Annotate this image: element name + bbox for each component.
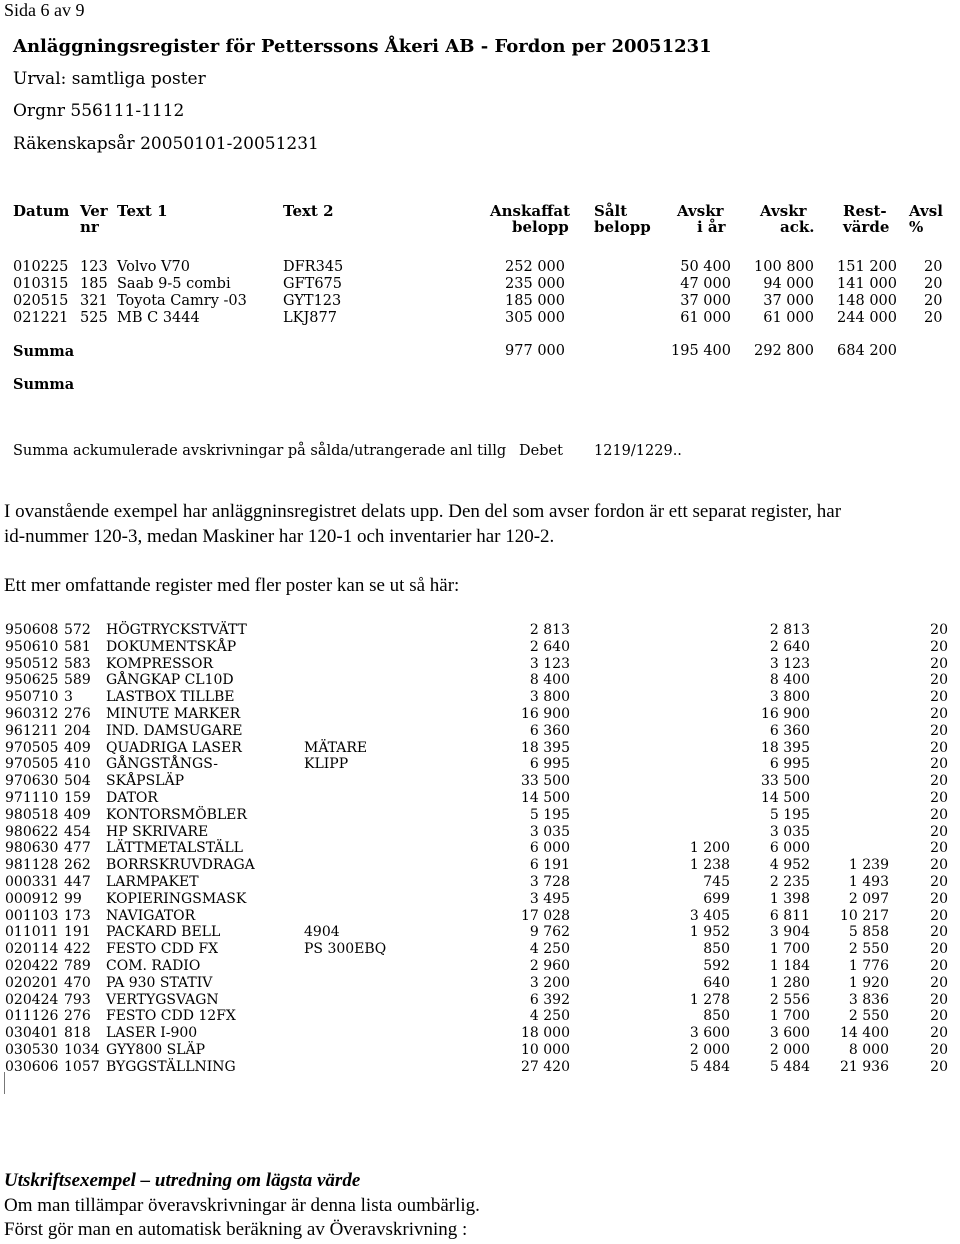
- report2-cell-avsl: 20: [930, 790, 948, 806]
- report1-cell-ver: 123: [80, 259, 108, 275]
- report2-cell-anskaffat: 3 495: [529, 890, 570, 907]
- header-avsl-clip: [909, 202, 943, 237]
- report2-cell-avskr-ar: 1 278: [689, 991, 730, 1008]
- header-salt-belopp: belopp: [594, 218, 651, 236]
- header-ver-nr: nr: [80, 218, 99, 236]
- report2-cell-avsl: 20: [930, 773, 948, 790]
- report2-cell-anskaffat: 17 028: [521, 907, 570, 924]
- report2-cell-text1: LARMPAKET: [106, 874, 199, 890]
- report2-cell-avskr-ack: 2 235: [769, 874, 810, 890]
- report2-cell-avskr-ar: 3 405: [689, 907, 730, 924]
- report2-cell-datum: 950610: [5, 638, 59, 655]
- report1-cell-avskr-ar: 61 000: [680, 310, 731, 326]
- paragraph-1-line-2: id-nummer 120-3, medan Maskiner har 120-1 och inventarier har 120-2.: [4, 526, 555, 547]
- report2-cell-rest: 2 550: [848, 1008, 889, 1025]
- report2-cell-text2: PS 300EBQ: [304, 941, 387, 958]
- report2-cell-text1: GÅNGKAP CL10D: [106, 672, 234, 689]
- report2-cell-avskr-ack: 2 000: [769, 1042, 810, 1058]
- report2-cell-text1: VERTYGSVAGN: [106, 991, 219, 1008]
- report2-cell-anskaffat: 18 000: [521, 1025, 570, 1042]
- report1-meta-orgnr: Orgnr 556111-1112: [13, 101, 185, 121]
- report1-cell-avsl: 20: [924, 276, 943, 292]
- report1-cell-rest: 141 000: [837, 276, 897, 292]
- report2-cell-text1: IND. DAMSUGARE: [106, 722, 243, 739]
- report1-cell-datum: 010225: [13, 259, 69, 275]
- report1-cell-rest: 244 000: [837, 310, 897, 326]
- report2-cell-text2: 4904: [304, 924, 340, 941]
- report2-cell-avskr-ack: 5 195: [769, 806, 810, 823]
- report2-cell-ver: 191: [64, 924, 91, 941]
- report2-cell-avsl: 20: [930, 672, 948, 689]
- report2-cell-avskr-ar: 592: [703, 958, 730, 974]
- report1-cell-rest: 148 000: [837, 293, 897, 309]
- report2-cell-ver: 1034: [64, 1042, 100, 1058]
- report1-summa-avskr-ar: 195 400: [671, 343, 731, 359]
- report2-cell-ver: 3: [64, 689, 73, 706]
- report2-cell-avskr-ack: 2 813: [769, 622, 810, 638]
- report2-cell-avsl: 20: [930, 722, 948, 739]
- header-avskr-ar: Avskr: [677, 202, 724, 220]
- report2-cell-avskr-ack: 2 556: [769, 991, 810, 1008]
- report2-cell-text1: PA 930 STATIV: [106, 974, 213, 991]
- report2-cell-avsl: 20: [930, 689, 948, 706]
- header-datum: Datum: [13, 202, 70, 220]
- report2-cell-text1: KOMPRESSOR: [106, 655, 214, 672]
- report2-cell-avskr-ar: 850: [703, 1008, 730, 1025]
- report2-cell-rest: 1 493: [848, 874, 889, 890]
- report2-cell-anskaffat: 10 000: [521, 1042, 570, 1058]
- report1-cell-text1: MB C 3444: [117, 310, 200, 326]
- report1-cell-avsl: 20: [924, 310, 943, 326]
- report2-cell-anskaffat: 3 728: [529, 874, 570, 890]
- report2-cell-avsl: 20: [930, 706, 948, 722]
- report2-cell-avsl: 20: [930, 924, 948, 941]
- report2-cell-avsl: 20: [930, 840, 948, 857]
- report1-summa-label: Summa: [13, 343, 75, 360]
- report1-cell-text2: GYT123: [283, 293, 342, 309]
- header-text2: Text 2: [283, 202, 334, 220]
- report2-cell-rest: 21 936: [840, 1058, 889, 1075]
- report1-cell-avsl: 20: [924, 293, 943, 309]
- report2-cell-ver: 477: [64, 840, 91, 857]
- report2-cell-avsl: 20: [930, 958, 948, 974]
- report2-cell-avskr-ar: 1 952: [689, 924, 730, 941]
- report2-cell-avsl: 20: [930, 1042, 948, 1058]
- report2-cell-text1: LÄTTMETALSTÄLL: [106, 840, 243, 857]
- report2-cell-datum: 020424: [5, 991, 59, 1008]
- report2-cell-avskr-ar: 5 484: [689, 1058, 730, 1075]
- header-anskaffat: Anskaffat: [490, 202, 571, 220]
- report2-cell-datum: 001103: [5, 907, 59, 924]
- report2-cell-avsl: 20: [930, 1025, 948, 1042]
- report1-cell-text2: GFT675: [283, 276, 342, 292]
- report2-cell-avsl: 20: [930, 907, 948, 924]
- report2-cell-avskr-ack: 6 995: [769, 756, 810, 773]
- report2-cell-anskaffat: 3 800: [529, 689, 570, 706]
- report2-cell-ver: 409: [64, 806, 91, 823]
- report2-cell-anskaffat: 33 500: [521, 773, 570, 790]
- report2-cell-avskr-ack: 6 360: [769, 722, 810, 739]
- report2-cell-ver: 173: [64, 907, 91, 924]
- report1-cell-avsl: 20: [924, 259, 943, 275]
- report2-cell-avskr-ack: 3 123: [769, 655, 810, 672]
- report1-cell-datum: 010315: [13, 276, 69, 292]
- report2-cell-anskaffat: 3 035: [529, 823, 570, 840]
- report2-cell-avsl: 20: [930, 655, 948, 672]
- report2-cell-ver: 99: [64, 890, 82, 907]
- header-avsl: Avsl: [909, 202, 943, 220]
- report2-cell-avskr-ack: 3 904: [769, 924, 810, 941]
- header-rest-varde: värde: [843, 218, 890, 236]
- report2-cell-text1: HÖGTRYCKSTVÄTT: [106, 622, 247, 638]
- report2-cell-avskr-ack: 6 811: [769, 907, 810, 924]
- report2-cell-avskr-ack: 3 035: [769, 823, 810, 840]
- report2-cell-datum: 950608: [5, 622, 59, 638]
- report1-cell-avskr-ar: 47 000: [680, 276, 731, 292]
- report2-cell-ver: 583: [64, 655, 91, 672]
- report2-cell-anskaffat: 9 762: [529, 924, 570, 941]
- report2-cell-avskr-ar: 2 000: [689, 1042, 730, 1058]
- report2-cell-text1: BYGGSTÄLLNING: [106, 1058, 236, 1075]
- report2-cell-datum: 970630: [5, 773, 59, 790]
- report2-cell-text1: HP SKRIVARE: [106, 823, 209, 840]
- header-anskaffat-belopp: belopp: [512, 218, 569, 236]
- report2-cell-text1: QUADRIGA LASER: [106, 739, 242, 756]
- report1-cell-text1: Volvo V70: [117, 259, 190, 275]
- report2-cell-avsl: 20: [930, 890, 948, 907]
- report2-cell-anskaffat: 27 420: [521, 1058, 570, 1075]
- report1-cell-anskaffat: 185 000: [505, 293, 565, 309]
- report2-cell-avsl: 20: [930, 974, 948, 991]
- report2-cell-anskaffat: 6 392: [529, 991, 570, 1008]
- report2-cell-datum: 960312: [5, 706, 59, 722]
- report2-cell-datum: 000331: [5, 874, 59, 890]
- report2-cell-avsl: 20: [930, 1008, 948, 1025]
- report2-cell-datum: 950625: [5, 672, 59, 689]
- report2-cell-text1: MINUTE MARKER: [106, 706, 241, 722]
- report2-cell-datum: 980518: [5, 806, 59, 823]
- report2-cell-ver: 1057: [64, 1058, 100, 1075]
- report2-cell-text1: COM. RADIO: [106, 958, 201, 974]
- report2-cell-anskaffat: 2 813: [529, 622, 570, 638]
- paragraph-2: Ett mer omfattande register med fler poster kan se ut så här:: [4, 575, 460, 596]
- report1-summa-avskr-ack: 292 800: [754, 343, 814, 359]
- header-rest: Rest-: [843, 202, 887, 220]
- report2-cell-datum: 980630: [5, 840, 59, 857]
- report2-cell-avskr-ack: 14 500: [761, 790, 810, 806]
- report1-cell-text1: Toyota Camry -03: [117, 293, 247, 309]
- report1-summa2-label: Summa: [13, 376, 75, 393]
- report1-cell-ver: 525: [80, 310, 108, 326]
- report2-cell-avskr-ar: 1 200: [689, 840, 730, 857]
- report1-cell-avskr-ar: 37 000: [680, 293, 731, 309]
- report2-cell-rest: 1 776: [848, 958, 889, 974]
- report2-cell-datum: 981128: [5, 857, 59, 874]
- report2-cell-avskr-ack: 1 398: [769, 890, 810, 907]
- report1-title: Anläggningsregister för Petterssons Åkeri AB - Fordon per 20051231: [13, 36, 712, 57]
- report2-cell-datum: 970505: [5, 739, 59, 756]
- report2-cell-anskaffat: 18 395: [521, 739, 570, 756]
- report2-cell-datum: 020114: [5, 941, 59, 958]
- report2-cell-avsl: 20: [930, 638, 948, 655]
- header-avsl-pct: %: [909, 218, 924, 236]
- report2-cell-avskr-ar: 745: [703, 874, 730, 890]
- report2-cell-datum: 011011: [5, 924, 59, 941]
- report2-cell-avskr-ack: 1 184: [769, 958, 810, 974]
- section-title: Utskriftsexempel – utredning om lägsta värde: [4, 1170, 361, 1191]
- report2-cell-text1: GÅNGSTÅNGS-: [106, 756, 219, 773]
- report1-cell-anskaffat: 305 000: [505, 310, 565, 326]
- report2-cell-avskr-ack: 33 500: [761, 773, 810, 790]
- report2-cell-ver: 572: [64, 622, 91, 638]
- report2-cell-anskaffat: 4 250: [529, 941, 570, 958]
- paragraph-3: Om man tillämpar överavskrivningar är denna lista oumbärlig.: [4, 1195, 480, 1216]
- report2-cell-text1: LASTBOX TILLBE: [106, 689, 235, 706]
- report2-cell-text1: BORRSKRUVDRAGA: [106, 857, 255, 874]
- report1-cell-datum: 021221: [13, 310, 69, 326]
- report2-cell-avsl: 20: [930, 857, 948, 874]
- report2-cell-datum: 961211: [5, 722, 59, 739]
- report2-cell-text1: PACKARD BELL: [106, 924, 221, 941]
- report2-cell-text1: DOKUMENTSKÅP: [106, 638, 237, 655]
- report2-cell-ver: 410: [64, 756, 91, 773]
- report2-cell-anskaffat: 16 900: [521, 706, 570, 722]
- report2-cell-avskr-ar: 850: [703, 941, 730, 958]
- report1-cell-text2: LKJ877: [283, 310, 337, 326]
- page-number: Sida 6 av 9: [4, 0, 85, 20]
- report2-cell-ver: 504: [64, 773, 91, 790]
- report1-summa-ack-label: Summa ackumulerade avskrivningar på sålda/utrangerade anl tillg: [13, 443, 507, 459]
- report2-cell-avskr-ack: 3 600: [769, 1025, 810, 1042]
- report1-cell-avskr-ack: 61 000: [763, 310, 814, 326]
- report2-cell-ver: 159: [64, 790, 91, 806]
- report1-cell-avskr-ack: 37 000: [763, 293, 814, 309]
- report2-cell-avskr-ack: 2 640: [769, 638, 810, 655]
- report2-cell-datum: 030606: [5, 1058, 59, 1075]
- report1-meta-urval: Urval: samtliga poster: [13, 69, 206, 89]
- report1-cell-avskr-ack: 100 800: [754, 259, 814, 275]
- paragraph-4: Först gör man en automatisk beräkning av Överavskrivning :: [4, 1219, 468, 1240]
- report2-cell-avsl: 20: [930, 874, 948, 890]
- report2-cell-avsl: 20: [930, 941, 948, 958]
- report2-cell-avskr-ack: 5 484: [769, 1058, 810, 1075]
- report2-cell-avskr-ack: 6 000: [769, 840, 810, 857]
- report2-cell-ver: 447: [64, 874, 91, 890]
- header-text1: Text 1: [117, 202, 168, 220]
- header-ver: Ver: [80, 202, 108, 220]
- report2-cell-text1: KONTORSMÖBLER: [106, 806, 247, 823]
- header-salt: Sålt: [594, 202, 628, 220]
- report2-cell-datum: 030530: [5, 1042, 59, 1058]
- report2-cell-avskr-ack: 18 395: [761, 739, 810, 756]
- report2-cell-anskaffat: 3 123: [529, 655, 570, 672]
- report2-cell-rest: 1 920: [848, 974, 889, 991]
- report2-cell-datum: 950512: [5, 655, 59, 672]
- report1-cell-anskaffat: 235 000: [505, 276, 565, 292]
- report2-cell-avskr-ar: 3 600: [689, 1025, 730, 1042]
- report2-cell-avskr-ack: 3 800: [769, 689, 810, 706]
- report2-cell-rest: 2 550: [848, 941, 889, 958]
- report2-cell-ver: 818: [64, 1025, 91, 1042]
- report2-cell-anskaffat: 2 640: [529, 638, 570, 655]
- report2-cell-ver: 789: [64, 958, 91, 974]
- report2-cell-datum: 950710: [5, 689, 59, 706]
- paragraph-1-line-1: I ovanstående exempel har anläggninsregistret delats upp. Den del som avser fordon är ett separat register, har: [4, 501, 842, 522]
- report2-cell-ver: 793: [64, 991, 91, 1008]
- report2-cell-text1: NAVIGATOR: [106, 907, 196, 924]
- report2-cell-text2: KLIPP: [304, 756, 349, 773]
- report2-cell-avskr-ack: 1 700: [769, 1008, 810, 1025]
- header-avskr-ar-2: i år: [697, 218, 726, 236]
- report2-cell-avsl: 20: [930, 806, 948, 823]
- report2-cell-anskaffat: 14 500: [521, 790, 570, 806]
- report2-cell-avskr-ack: 4 952: [769, 857, 810, 874]
- report2-cell-datum: 020201: [5, 974, 59, 991]
- report1-summa-rest: 684 200: [837, 343, 897, 359]
- report2-cell-anskaffat: 6 000: [529, 840, 570, 857]
- report2-cell-anskaffat: 4 250: [529, 1008, 570, 1025]
- report2-cell-avskr-ack: 1 700: [769, 941, 810, 958]
- report1-cell-rest: 151 200: [837, 259, 897, 275]
- report2-cell-rest: 5 858: [848, 924, 889, 941]
- report2-cell-text1: FESTO CDD 12FX: [106, 1008, 236, 1025]
- report2-cell-datum: 000912: [5, 890, 59, 907]
- report2-cell-text1: FESTO CDD FX: [106, 941, 219, 958]
- report1-cell-ver: 321: [80, 293, 108, 309]
- report1-cell-ver: 185: [80, 276, 108, 292]
- report1-cell-avskr-ar: 50 400: [680, 259, 731, 275]
- report1-cell-datum: 020515: [13, 293, 69, 309]
- report2-cell-ver: 409: [64, 739, 91, 756]
- report2-cell-ver: 422: [64, 941, 91, 958]
- report2-cell-text1: DATOR: [106, 790, 158, 806]
- report2-cell-datum: 970505: [5, 756, 59, 773]
- report2-cell-datum: 030401: [5, 1025, 59, 1042]
- report2-cell-ver: 276: [64, 706, 91, 722]
- report2-cell-rest: 14 400: [840, 1025, 889, 1042]
- report2-cell-anskaffat: 6 360: [529, 722, 570, 739]
- report2-cell-datum: 011126: [5, 1008, 59, 1025]
- report2-cell-rest: 10 217: [840, 907, 889, 924]
- report1-cell-anskaffat: 252 000: [505, 259, 565, 275]
- report2-cell-text1: LASER I-900: [106, 1025, 198, 1042]
- report1-summa-anskaffat: 977 000: [505, 343, 565, 359]
- report2-cell-anskaffat: 5 195: [529, 806, 570, 823]
- report2-cell-avskr-ack: 1 280: [769, 974, 810, 991]
- report2-cell-text1: SKÅPSLÄP: [106, 773, 184, 790]
- header-avskr-ack: Avskr: [760, 202, 807, 220]
- report2-cell-rest: 2 097: [848, 890, 889, 907]
- report2-cell-avsl: 20: [930, 823, 948, 840]
- report2-listing: [0, 620, 952, 1094]
- report2-cell-avsl: 20: [930, 991, 948, 1008]
- report2-cell-avskr-ar: 699: [703, 890, 730, 907]
- report2-cell-anskaffat: 2 960: [529, 958, 570, 974]
- report2-cell-avsl: 20: [930, 739, 948, 756]
- report1-cell-text2: DFR345: [283, 259, 344, 275]
- report2-cell-text1: GYY800 SLÄP: [106, 1042, 206, 1058]
- report2-cell-datum: 971110: [5, 790, 59, 806]
- report2-cell-rest: 1 239: [848, 857, 889, 874]
- report2-cell-ver: 470: [64, 974, 91, 991]
- report2-cell-avsl: 20: [930, 756, 948, 773]
- report2-cell-datum: 980622: [5, 823, 59, 840]
- report2-cell-avskr-ack: 16 900: [761, 706, 810, 722]
- header-avskr-ack-2: ack.: [780, 218, 815, 236]
- report2-cell-rest: 3 836: [848, 991, 889, 1008]
- report1-debet-label: Debet: [519, 443, 563, 459]
- report2-cell-avskr-ar: 1 238: [689, 857, 730, 874]
- report1-meta-rakenskapsar: Räkenskapsår 20050101-20051231: [13, 134, 319, 154]
- report2-cell-rest: 8 000: [848, 1042, 889, 1058]
- report2-cell-avskr-ar: 640: [703, 974, 730, 991]
- report2-cell-ver: 454: [64, 823, 91, 840]
- report2-cell-anskaffat: 8 400: [529, 672, 570, 689]
- report2-cell-ver: 262: [64, 857, 91, 874]
- report2-cell-datum: 020422: [5, 958, 59, 974]
- report2-cell-avskr-ack: 8 400: [769, 672, 810, 689]
- report2-cell-anskaffat: 3 200: [529, 974, 570, 991]
- report2-cell-ver: 204: [64, 722, 91, 739]
- report2-cell-anskaffat: 6 191: [529, 857, 570, 874]
- report2-cell-anskaffat: 6 995: [529, 756, 570, 773]
- report2-cell-ver: 276: [64, 1008, 91, 1025]
- report1-debet-value: 1219/1229..: [594, 443, 682, 459]
- report2-edge-line: [4, 1072, 5, 1094]
- report2-cell-avsl: 20: [930, 622, 948, 638]
- report2-cell-avsl: 20: [930, 1058, 948, 1075]
- report1-cell-text1: Saab 9-5 combi: [117, 276, 231, 292]
- report2-cell-ver: 581: [64, 638, 91, 655]
- report2-cell-text2: MÄTARE: [304, 739, 368, 756]
- report2-cell-text1: KOPIERINGSMASK: [106, 890, 247, 907]
- report1-cell-avskr-ack: 94 000: [763, 276, 814, 292]
- report2-cell-ver: 589: [64, 672, 91, 689]
